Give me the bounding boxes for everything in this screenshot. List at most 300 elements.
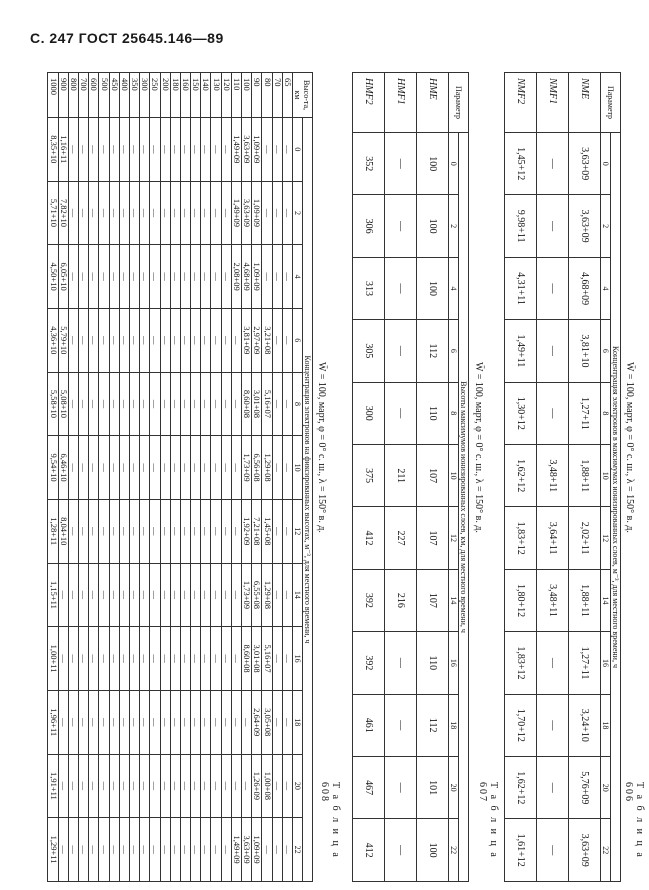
table-cell: 3,63+09 <box>242 118 252 182</box>
height-value: 450 <box>109 73 119 118</box>
table-cell: 1,45+12 <box>505 133 537 195</box>
table-cell: — <box>211 690 221 754</box>
table-cell: — <box>79 181 89 245</box>
table-cell: — <box>109 627 119 691</box>
table-row <box>417 73 449 882</box>
table-cell: 1,09+09 <box>252 118 262 182</box>
table-cell: 3,63+09 <box>569 819 601 882</box>
table-cell: 1,80+12 <box>505 569 537 631</box>
table-cell: 1,30+12 <box>505 382 537 444</box>
table-cell: — <box>221 563 231 627</box>
time-header: 12 <box>601 507 611 569</box>
table-cell: 1,49+09 <box>231 818 241 882</box>
table-cell: — <box>211 499 221 563</box>
table-cell: — <box>160 754 170 818</box>
table-cell: — <box>99 563 109 627</box>
table-cell: — <box>221 245 231 309</box>
param-name: HME <box>417 73 449 133</box>
table-cell: — <box>180 818 190 882</box>
table-cell: — <box>99 499 109 563</box>
table-cell: 3,24+10 <box>569 694 601 756</box>
table-cell: — <box>191 181 201 245</box>
table-cell: 300 <box>353 382 385 444</box>
height-value: 180 <box>170 73 180 118</box>
table-cell: — <box>170 563 180 627</box>
table-cell: — <box>79 436 89 500</box>
table-cell: 1,09+09 <box>252 181 262 245</box>
table-cell: — <box>160 118 170 182</box>
table-608 <box>48 72 314 882</box>
table-cell: 1,83+12 <box>505 632 537 694</box>
table-row <box>569 73 601 882</box>
table-cell: — <box>119 690 129 754</box>
table-cell: — <box>201 563 211 627</box>
table-row <box>385 73 417 882</box>
table-cell: 5,79+10 <box>58 308 68 372</box>
table-cell: 3,63+09 <box>242 181 252 245</box>
table-cell: 5,16+07 <box>262 372 272 436</box>
table-cell: 3,63+09 <box>569 133 601 195</box>
table-cell: — <box>211 436 221 500</box>
table-cell: 8,04+10 <box>58 499 68 563</box>
table-cell: — <box>99 245 109 309</box>
time-header: 8 <box>601 382 611 444</box>
table-cell: 6,05+10 <box>58 245 68 309</box>
table-cell: — <box>99 181 109 245</box>
table-cell: 313 <box>353 257 385 319</box>
time-header: 4 <box>293 245 303 309</box>
table-cell: 412 <box>353 819 385 882</box>
table-cell: — <box>221 308 231 372</box>
table-cell: — <box>89 436 99 500</box>
table-cell: — <box>211 372 221 436</box>
table-608-title: W̄ = 100, март, φ = 0° с. ш., λ = 150° в. д. <box>316 362 327 533</box>
table-cell: — <box>282 181 292 245</box>
table-cell: — <box>191 245 201 309</box>
table-cell: — <box>160 499 170 563</box>
table-cell: 2,97+09 <box>252 308 262 372</box>
table-cell: — <box>130 627 140 691</box>
table-cell: — <box>170 372 180 436</box>
table-cell: — <box>262 181 272 245</box>
table-cell: — <box>58 563 68 627</box>
table-cell: — <box>79 754 89 818</box>
table-cell: — <box>109 118 119 182</box>
table-cell: — <box>282 308 292 372</box>
table-row <box>505 73 537 882</box>
table-607-subtitle: Высоты максимумов ионизированных слоев, км, для местного времени, ч <box>459 133 469 882</box>
table-cell: — <box>140 181 150 245</box>
table-cell: — <box>201 118 211 182</box>
table-cell: — <box>262 818 272 882</box>
height-value: 500 <box>99 73 109 118</box>
table-cell: — <box>211 563 221 627</box>
table-cell: — <box>201 818 211 882</box>
table-cell: 1,15+11 <box>48 563 58 627</box>
table-cell: — <box>89 118 99 182</box>
table-cell: 1,70+12 <box>505 694 537 756</box>
table-row <box>272 73 282 882</box>
table-cell: — <box>170 499 180 563</box>
table-cell: — <box>130 308 140 372</box>
table-cell: — <box>150 181 160 245</box>
table-cell: — <box>99 372 109 436</box>
table-cell: — <box>537 382 569 444</box>
table-row <box>221 73 231 882</box>
table-row <box>48 73 58 882</box>
param-name: HMF2 <box>353 73 385 133</box>
time-header: 22 <box>293 818 303 882</box>
table-cell: — <box>242 754 252 818</box>
table-row <box>99 73 109 882</box>
table-cell: — <box>282 754 292 818</box>
table-cell: — <box>140 818 150 882</box>
table-cell: — <box>68 118 78 182</box>
height-value: 110 <box>231 73 241 118</box>
table-row <box>79 73 89 882</box>
table-cell: — <box>170 245 180 309</box>
table-cell: — <box>385 756 417 818</box>
table-cell: 305 <box>353 320 385 382</box>
table-cell: — <box>109 436 119 500</box>
table-cell: — <box>89 372 99 436</box>
height-value: 700 <box>79 73 89 118</box>
table-cell: — <box>99 690 109 754</box>
table-cell: — <box>109 245 119 309</box>
table-cell: — <box>211 118 221 182</box>
table-cell: 2,08+09 <box>231 245 241 309</box>
table-cell: 9,54+10 <box>48 436 58 500</box>
table-cell: — <box>191 118 201 182</box>
table-cell: — <box>201 690 211 754</box>
table-row <box>150 73 160 882</box>
table-cell: — <box>221 690 231 754</box>
table-cell: — <box>109 181 119 245</box>
time-header: 14 <box>293 563 303 627</box>
table-cell: 1,27+11 <box>569 382 601 444</box>
table-cell: — <box>272 118 282 182</box>
height-value: 80 <box>262 73 272 118</box>
table-cell: — <box>221 181 231 245</box>
time-header: 16 <box>601 632 611 694</box>
table-cell: — <box>68 181 78 245</box>
table-cell: 3,05+08 <box>262 690 272 754</box>
table-cell: — <box>170 181 180 245</box>
table-cell: — <box>160 627 170 691</box>
table-cell: 6,55+08 <box>252 563 262 627</box>
time-header: 14 <box>449 569 459 631</box>
table-cell: — <box>89 690 99 754</box>
table-cell: 9,98+11 <box>505 195 537 257</box>
table-cell: — <box>150 690 160 754</box>
table-cell: 6,56+08 <box>252 436 262 500</box>
param-name: NMF1 <box>537 73 569 133</box>
table-cell: 7,21+08 <box>252 499 262 563</box>
table-cell: — <box>180 436 190 500</box>
table-cell: — <box>79 118 89 182</box>
table-cell: — <box>221 118 231 182</box>
height-value: 120 <box>221 73 231 118</box>
table-cell: — <box>191 818 201 882</box>
table-cell: 1,45+08 <box>262 499 272 563</box>
table-cell: 110 <box>417 382 449 444</box>
table-cell: 2,64+09 <box>252 690 262 754</box>
time-header: 2 <box>601 195 611 257</box>
table-607-label: Т а б л и ц а 607 <box>477 782 499 859</box>
table-cell: 3,48+11 <box>537 569 569 631</box>
table-cell: — <box>89 245 99 309</box>
table-cell: — <box>262 118 272 182</box>
table-cell: — <box>272 754 282 818</box>
table-cell: 3,01+08 <box>252 372 262 436</box>
height-value: 70 <box>272 73 282 118</box>
table-cell: 4,50+10 <box>48 245 58 309</box>
table-cell: 3,63+09 <box>569 195 601 257</box>
table-cell: 1,28+11 <box>48 499 58 563</box>
table-cell: — <box>150 754 160 818</box>
table-cell: 8,60+08 <box>242 372 252 436</box>
table-cell: 4,68+09 <box>242 245 252 309</box>
table-606-title: W̄ = 100, март, φ = 0° с. ш., λ = 150° в. д. <box>624 362 635 533</box>
height-value: 100 <box>242 73 252 118</box>
table-cell: 1,62+12 <box>505 757 537 819</box>
table-row <box>353 73 385 882</box>
table-cell: — <box>150 627 160 691</box>
table-cell: — <box>68 308 78 372</box>
table-row <box>170 73 180 882</box>
table-cell: 1,29+11 <box>48 818 58 882</box>
table-cell: — <box>109 308 119 372</box>
table-cell: 8,35+10 <box>48 118 58 182</box>
table-cell: — <box>201 754 211 818</box>
table-cell: 7,82+10 <box>58 181 68 245</box>
table-cell: — <box>119 499 129 563</box>
time-header: 10 <box>449 444 459 506</box>
table-cell: — <box>191 372 201 436</box>
table-cell: — <box>231 308 241 372</box>
table-cell: — <box>211 181 221 245</box>
height-value: 160 <box>180 73 190 118</box>
table-cell: 100 <box>417 819 449 882</box>
table-cell: — <box>201 308 211 372</box>
table-cell: — <box>170 754 180 818</box>
height-value: 400 <box>119 73 129 118</box>
table-cell: — <box>140 563 150 627</box>
time-header: 12 <box>449 507 459 569</box>
table-cell: 8,60+08 <box>242 627 252 691</box>
param-header: Параметр <box>601 73 621 133</box>
table-cell: 216 <box>385 569 417 631</box>
height-value: 300 <box>140 73 150 118</box>
table-cell: — <box>180 499 190 563</box>
table-cell: — <box>140 308 150 372</box>
table-cell: — <box>221 627 231 691</box>
table-cell: — <box>119 308 129 372</box>
table-cell: — <box>170 118 180 182</box>
table-cell: — <box>170 436 180 500</box>
table-cell: — <box>385 257 417 319</box>
table-cell: — <box>130 118 140 182</box>
table-cell: 1,09+09 <box>252 818 262 882</box>
table-cell: — <box>89 181 99 245</box>
table-cell: — <box>109 372 119 436</box>
table-cell: — <box>119 818 129 882</box>
table-cell: — <box>140 499 150 563</box>
table-cell: — <box>221 499 231 563</box>
table-cell: — <box>68 627 78 691</box>
height-value: 600 <box>89 73 99 118</box>
table-cell: — <box>79 308 89 372</box>
table-cell: — <box>282 499 292 563</box>
height-value: 800 <box>68 73 78 118</box>
table-row <box>68 73 78 882</box>
table-cell: — <box>272 499 282 563</box>
table-cell: — <box>130 372 140 436</box>
table-cell: — <box>99 308 109 372</box>
time-header: 18 <box>293 690 303 754</box>
table-cell: — <box>130 563 140 627</box>
table-cell: — <box>201 627 211 691</box>
table-cell: 5,08+10 <box>58 372 68 436</box>
table-row <box>119 73 129 882</box>
table-cell: — <box>109 690 119 754</box>
table-cell: — <box>79 818 89 882</box>
table-cell: — <box>191 563 201 627</box>
table-cell: 100 <box>417 195 449 257</box>
table-cell: — <box>140 627 150 691</box>
table-cell: — <box>130 499 140 563</box>
table-cell: — <box>160 181 170 245</box>
table-cell: — <box>537 195 569 257</box>
table-cell: — <box>150 118 160 182</box>
table-cell: — <box>180 245 190 309</box>
table-cell: — <box>191 499 201 563</box>
time-header: 0 <box>293 118 303 182</box>
table-cell: — <box>58 818 68 882</box>
table-cell: — <box>99 754 109 818</box>
table-cell: 3,81+10 <box>569 320 601 382</box>
table-cell: — <box>130 754 140 818</box>
table-row <box>262 73 272 882</box>
table-cell: — <box>191 690 201 754</box>
table-cell: 5,76+09 <box>569 757 601 819</box>
table-cell: — <box>272 181 282 245</box>
table-cell: — <box>191 754 201 818</box>
table-cell: — <box>130 245 140 309</box>
table-cell: — <box>140 245 150 309</box>
table-cell: — <box>150 372 160 436</box>
table-cell: — <box>79 563 89 627</box>
table-cell: — <box>89 818 99 882</box>
table-cell: — <box>231 690 241 754</box>
table-cell: 1,88+11 <box>569 569 601 631</box>
time-header: 4 <box>601 257 611 319</box>
time-header: 20 <box>293 754 303 818</box>
table-cell: — <box>119 245 129 309</box>
table-cell: — <box>537 757 569 819</box>
table-cell: — <box>109 818 119 882</box>
table-cell: — <box>191 627 201 691</box>
table-cell: — <box>79 372 89 436</box>
table-cell: — <box>140 436 150 500</box>
table-cell: — <box>150 308 160 372</box>
height-value: 1000 <box>48 73 58 118</box>
time-header: 2 <box>449 195 459 257</box>
time-header: 0 <box>449 133 459 195</box>
table-cell: — <box>150 245 160 309</box>
height-value: 250 <box>150 73 160 118</box>
table-cell: 467 <box>353 756 385 818</box>
table-cell: — <box>385 694 417 756</box>
table-cell: 4,31+11 <box>505 257 537 319</box>
table-cell: 1,49+09 <box>231 181 241 245</box>
table-cell: 375 <box>353 444 385 506</box>
table-cell: — <box>150 563 160 627</box>
table-cell: — <box>537 694 569 756</box>
table-cell: 227 <box>385 507 417 569</box>
table-cell: 107 <box>417 569 449 631</box>
table-cell: — <box>89 754 99 818</box>
table-cell: — <box>385 133 417 195</box>
time-header: 20 <box>601 757 611 819</box>
table-cell: — <box>170 818 180 882</box>
table-cell: — <box>99 118 109 182</box>
table-cell: — <box>221 818 231 882</box>
table-cell: 107 <box>417 444 449 506</box>
rotated-content <box>48 62 649 882</box>
time-header: 10 <box>601 445 611 507</box>
table-cell: — <box>119 754 129 818</box>
table-cell: — <box>68 818 78 882</box>
table-row <box>180 73 190 882</box>
table-cell: — <box>272 563 282 627</box>
table-cell: — <box>119 372 129 436</box>
table-cell: — <box>180 563 190 627</box>
table-cell: — <box>180 308 190 372</box>
table-cell: 1,29+08 <box>262 563 272 627</box>
table-cell: — <box>180 754 190 818</box>
table-row <box>252 73 262 882</box>
table-cell: 3,81+09 <box>242 308 252 372</box>
table-cell: 1,91+11 <box>48 754 58 818</box>
table-cell: — <box>119 181 129 245</box>
table-row <box>160 73 170 882</box>
table-cell: — <box>272 308 282 372</box>
table-cell: — <box>180 118 190 182</box>
table-cell: — <box>211 308 221 372</box>
table-cell: — <box>140 754 150 818</box>
table-cell: 1,29+08 <box>262 436 272 500</box>
table-cell: — <box>231 754 241 818</box>
table-cell: — <box>221 372 231 436</box>
table-cell: — <box>211 245 221 309</box>
table-cell: — <box>385 195 417 257</box>
table-cell: — <box>109 754 119 818</box>
height-value: 90 <box>252 73 262 118</box>
table-cell: — <box>282 118 292 182</box>
time-header: 20 <box>449 756 459 818</box>
table-cell: — <box>58 754 68 818</box>
table-cell: — <box>119 627 129 691</box>
table-cell: 1,96+11 <box>48 690 58 754</box>
table-cell: — <box>282 818 292 882</box>
table-cell: — <box>201 181 211 245</box>
table-cell: — <box>191 308 201 372</box>
time-header: 10 <box>293 436 303 500</box>
time-header: 8 <box>449 382 459 444</box>
table-cell: 461 <box>353 694 385 756</box>
table-cell: 306 <box>353 195 385 257</box>
